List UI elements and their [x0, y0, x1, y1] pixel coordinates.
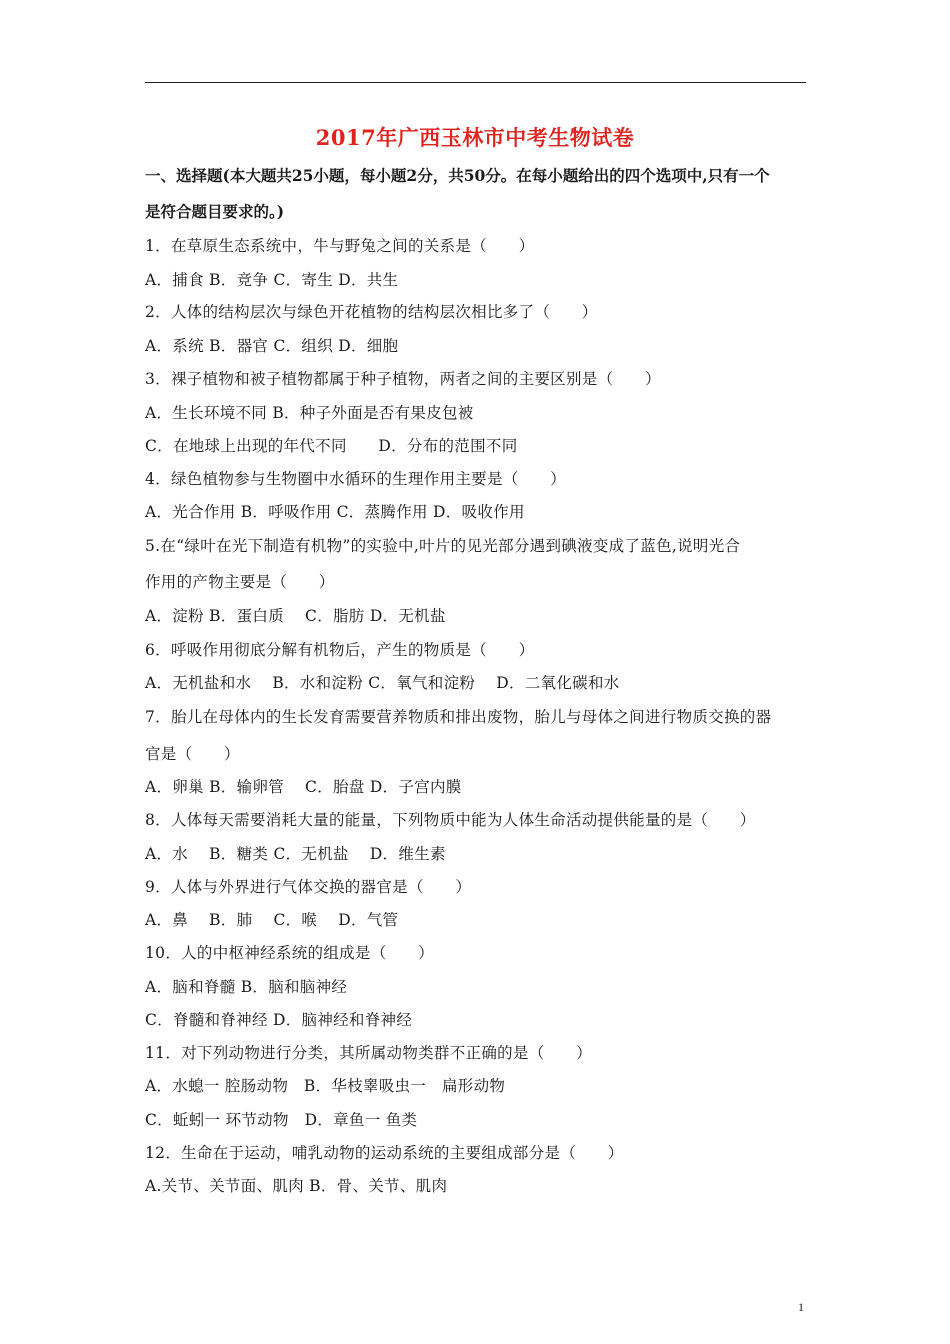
page-number: 1 — [798, 1300, 804, 1314]
answer-options: A．光合作用 B．呼吸作用 C．蒸腾作用 D．吸收作用 — [145, 503, 525, 521]
question-text: 8．人体每天需要消耗大量的能量，下列物质中能为人体生命活动提供能量的是（ ） — [145, 811, 756, 829]
question-text: 作用的产物主要是（ ） — [145, 573, 335, 591]
page-title: 2017年广西玉林市中考生物试卷 — [315, 125, 635, 150]
answer-options: A．生长环境不同 B．种子外面是否有果皮包被 — [145, 404, 474, 422]
question-text: 1．在草原生态系统中，牛与野兔之间的关系是（ ） — [145, 237, 535, 255]
answer-options: A．无机盐和水 B．水和淀粉 C．氧气和淀粉 D．二氧化碳和水 — [145, 674, 620, 692]
question-text: 3．裸子植物和被子植物都属于种子植物，两者之间的主要区别是（ ） — [145, 370, 661, 388]
question-text: 2．人体的结构层次与绿色开花植物的结构层次相比多了（ ） — [145, 303, 598, 321]
answer-options: A．脑和脊髓 B．脑和脑神经 — [145, 978, 348, 996]
answer-options: A．水螅一 腔肠动物 B．华枝睾吸虫一 扁形动物 — [145, 1077, 506, 1095]
question-text: 12．生命在于运动，哺乳动物的运动系统的主要组成部分是（ ） — [145, 1144, 624, 1162]
answer-options: A．鼻 B．肺 C．喉 D．气管 — [145, 911, 399, 929]
answer-options: C．脊髓和脊神经 D．脑神经和脊神经 — [145, 1011, 413, 1029]
answer-options: A．淀粉 B．蛋白质 C．脂肪 D．无机盐 — [145, 607, 446, 625]
question-text: 官是（ ） — [145, 745, 240, 763]
answer-options: A．卵巢 B．输卵管 C．胎盘 D．子宫内膜 — [145, 778, 462, 796]
section-heading: 一、选择题(本大题共25小题，每小题2分，共50分。在每小题给出的四个选项中,只有一个 — [145, 166, 770, 185]
answer-options: A.关节、关节面、肌肉 B．骨、关节、肌肉 — [145, 1177, 448, 1195]
question-text: 7．胎儿在母体内的生长发育需要营养物质和排出废物，胎儿与母体之间进行物质交换的器 — [145, 708, 772, 726]
header-rule — [145, 82, 806, 83]
answer-options: A．捕食 B．竞争 C．寄生 D．共生 — [145, 271, 399, 289]
question-text: 9．人体与外界进行气体交换的器官是（ ） — [145, 878, 472, 896]
answer-options: C．在地球上出现的年代不同 D．分布的范围不同 — [145, 437, 518, 455]
answer-options: A．系统 B．器官 C．组织 D．细胞 — [145, 337, 399, 355]
question-text: 6．呼吸作用彻底分解有机物后，产生的物质是（ ） — [145, 641, 535, 659]
answer-options: A．水 B．糖类 C．无机盐 D．维生素 — [145, 845, 446, 863]
question-text: 10．人的中枢神经系统的组成是（ ） — [145, 944, 434, 962]
section-heading-cont: 是符合题目要求的。) — [145, 202, 285, 221]
question-text: 5.在“绿叶在光下制造有机物”的实验中,叶片的见光部分遇到碘液变成了蓝色,说明光合 — [145, 537, 741, 555]
answer-options: C．蚯蚓一 环节动物 D．章鱼一 鱼类 — [145, 1111, 418, 1129]
question-text: 11．对下列动物进行分类，其所属动物类群不正确的是（ ） — [145, 1044, 592, 1062]
question-text: 4．绿色植物参与生物圈中水循环的生理作用主要是（ ） — [145, 470, 566, 488]
